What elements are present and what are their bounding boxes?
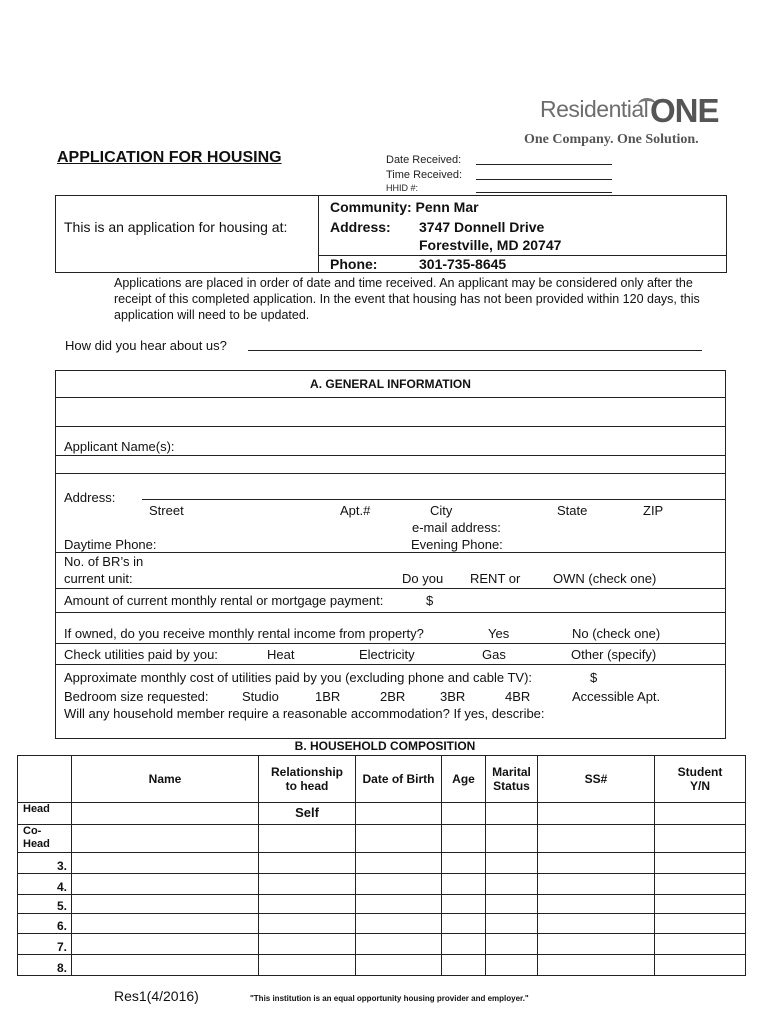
divider bbox=[56, 397, 725, 398]
divider bbox=[56, 643, 725, 644]
marital-column-header bbox=[486, 756, 538, 803]
brs-label-line1: No. of BR’s in bbox=[64, 554, 144, 569]
utility-cost-dollar: $ bbox=[590, 670, 598, 685]
student-cell[interactable] bbox=[655, 914, 746, 934]
intro-paragraph: Applications are placed in order of date and time received. An applicant may be considered only after the receipt of this completed application. In the event that housing has not been provided within 120 days, this application will need to be updated. bbox=[114, 276, 700, 322]
income-yes-label: Yes bbox=[488, 626, 510, 641]
age-cell[interactable] bbox=[442, 874, 486, 895]
student-column-header bbox=[655, 756, 746, 803]
company-logo bbox=[524, 92, 720, 148]
time-received-label: Time Received: bbox=[386, 169, 463, 181]
applicant-names-label: Applicant Name(s): bbox=[64, 439, 175, 454]
ss-cell[interactable] bbox=[538, 955, 655, 976]
relationship-header-line1: Relationship bbox=[270, 765, 343, 779]
address-label: Address: bbox=[330, 219, 391, 235]
marital-cell[interactable] bbox=[486, 955, 538, 976]
studio-label: Studio bbox=[242, 689, 279, 704]
address-line1: 3747 Donnell Drive bbox=[419, 219, 545, 235]
row-number: 5. bbox=[18, 895, 72, 914]
row-number: 3. bbox=[18, 853, 72, 874]
relationship-cell[interactable] bbox=[259, 874, 356, 895]
cohead-relationship-cell[interactable] bbox=[259, 825, 356, 853]
logo-wordmark: Residential bbox=[540, 96, 649, 122]
head-student-cell[interactable] bbox=[655, 803, 746, 825]
br2-label: 2BR bbox=[380, 689, 406, 704]
rent-label: RENT or bbox=[470, 571, 521, 586]
row-number: 7. bbox=[18, 934, 72, 955]
equal-opportunity-note: "This institution is an equal opportunity housing provider and employer." bbox=[250, 994, 529, 1003]
br4-label: 4BR bbox=[505, 689, 531, 704]
ss-cell[interactable] bbox=[538, 853, 655, 874]
dob-cell[interactable] bbox=[356, 853, 442, 874]
dob-cell[interactable] bbox=[356, 895, 442, 914]
cohead-label-line2: Head bbox=[23, 838, 50, 850]
student-cell[interactable] bbox=[655, 955, 746, 976]
ss-cell[interactable] bbox=[538, 874, 655, 895]
name-cell[interactable] bbox=[72, 874, 259, 895]
marital-header-line1: Marital bbox=[492, 765, 531, 779]
address-line2: Forestville, MD 20747 bbox=[419, 237, 562, 253]
hhid-field[interactable] bbox=[476, 192, 612, 193]
student-header-line2: Y/N bbox=[689, 779, 710, 793]
student-cell[interactable] bbox=[655, 874, 746, 895]
daytime-phone-label: Daytime Phone: bbox=[64, 537, 157, 552]
divider bbox=[56, 426, 725, 427]
head-name-cell[interactable] bbox=[72, 803, 259, 825]
rental-income-question: If owned, do you receive monthly rental income from property? bbox=[64, 626, 424, 641]
electricity-label: Electricity bbox=[359, 647, 415, 662]
name-column-header: Name bbox=[72, 756, 259, 803]
street-label: Street bbox=[149, 503, 184, 518]
city-label: City bbox=[430, 503, 453, 518]
ss-cell[interactable] bbox=[538, 914, 655, 934]
relationship-column-header bbox=[259, 756, 356, 803]
head-age-cell[interactable] bbox=[442, 803, 486, 825]
hhid-label: HHID #: bbox=[386, 183, 419, 193]
utilities-label: Check utilities paid by you: bbox=[64, 647, 218, 662]
br1-label: 1BR bbox=[315, 689, 341, 704]
divider bbox=[56, 588, 725, 589]
relationship-cell[interactable] bbox=[259, 955, 356, 976]
br3-label: 3BR bbox=[440, 689, 466, 704]
utility-cost-label: Approximate monthly cost of utilities paid by you (excluding phone and cable TV): bbox=[64, 670, 533, 685]
household-composition-heading: B. HOUSEHOLD COMPOSITION bbox=[294, 739, 476, 753]
dob-cell[interactable] bbox=[356, 934, 442, 955]
logo-tagline: One Company. One Solution. bbox=[524, 132, 699, 147]
age-cell[interactable] bbox=[442, 895, 486, 914]
ss-column-header: SS# bbox=[538, 756, 655, 803]
marital-cell[interactable] bbox=[486, 895, 538, 914]
name-cell[interactable] bbox=[72, 934, 259, 955]
name-cell[interactable] bbox=[72, 853, 259, 874]
student-cell[interactable] bbox=[655, 853, 746, 874]
name-cell[interactable] bbox=[72, 895, 259, 914]
form-id: Res1(4/2016) bbox=[114, 988, 199, 1004]
table-row bbox=[18, 914, 746, 934]
date-received-field[interactable] bbox=[476, 164, 612, 165]
cohead-name-cell[interactable] bbox=[72, 825, 259, 853]
heat-label: Heat bbox=[267, 647, 295, 662]
relationship-cell[interactable] bbox=[259, 914, 356, 934]
head-ss-cell[interactable] bbox=[538, 803, 655, 825]
other-label: Other (specify) bbox=[571, 647, 657, 662]
divider bbox=[56, 455, 725, 456]
phone-number: 301-735-8645 bbox=[419, 256, 507, 272]
cohead-age-cell[interactable] bbox=[442, 825, 486, 853]
age-cell[interactable] bbox=[442, 853, 486, 874]
community-box-divider bbox=[318, 195, 319, 273]
head-relationship-cell: Self bbox=[259, 803, 356, 825]
table-row bbox=[18, 853, 746, 874]
marital-cell[interactable] bbox=[486, 914, 538, 934]
accommodation-question: Will any household member require a reasonable accommodation? If yes, describe: bbox=[64, 706, 545, 721]
relationship-cell[interactable] bbox=[259, 934, 356, 955]
age-cell[interactable] bbox=[442, 955, 486, 976]
state-label: State bbox=[557, 503, 588, 518]
student-header-line1: Student bbox=[677, 765, 723, 779]
address-field-label: Address: bbox=[64, 490, 116, 505]
dob-cell[interactable] bbox=[356, 955, 442, 976]
relationship-header-line2: to head bbox=[285, 779, 329, 793]
cohead-row-label bbox=[18, 825, 72, 853]
marital-cell[interactable] bbox=[486, 853, 538, 874]
divider bbox=[56, 612, 725, 613]
relationship-cell[interactable] bbox=[259, 895, 356, 914]
table-header-row bbox=[18, 756, 746, 803]
accessible-label: Accessible Apt. bbox=[572, 689, 661, 704]
ss-cell[interactable] bbox=[538, 934, 655, 955]
own-label: OWN (check one) bbox=[553, 571, 657, 586]
cohead-ss-cell[interactable] bbox=[538, 825, 655, 853]
table-row bbox=[18, 874, 746, 895]
zip-label: ZIP bbox=[643, 503, 664, 518]
housing-at-label: This is an application for housing at: bbox=[64, 219, 288, 235]
table-row bbox=[18, 955, 746, 976]
rent-amount-label: Amount of current monthly rental or mortgage payment: bbox=[64, 593, 384, 608]
hear-about-field[interactable] bbox=[248, 350, 702, 351]
evening-phone-label: Evening Phone: bbox=[411, 537, 503, 552]
rent-amount-dollar: $ bbox=[426, 593, 434, 608]
hear-about-label: How did you hear about us? bbox=[65, 338, 227, 353]
divider bbox=[56, 552, 725, 553]
income-no-label: No (check one) bbox=[572, 626, 661, 641]
table-row bbox=[18, 825, 746, 853]
table-row bbox=[18, 934, 746, 955]
student-cell[interactable] bbox=[655, 895, 746, 914]
cohead-dob-cell[interactable] bbox=[356, 825, 442, 853]
phone-label: Phone: bbox=[330, 256, 378, 272]
marital-header-line2: Status bbox=[493, 779, 530, 793]
address-field-line[interactable] bbox=[142, 499, 725, 500]
name-cell[interactable] bbox=[72, 955, 259, 976]
brs-label-line2: current unit: bbox=[64, 571, 133, 586]
age-column-header: Age bbox=[442, 756, 486, 803]
marital-cell[interactable] bbox=[486, 934, 538, 955]
general-information-heading: A. GENERAL INFORMATION bbox=[310, 377, 471, 391]
apt-label: Apt.# bbox=[340, 503, 371, 518]
time-received-field[interactable] bbox=[476, 179, 612, 180]
ss-cell[interactable] bbox=[538, 895, 655, 914]
relationship-cell[interactable] bbox=[259, 853, 356, 874]
page-title: APPLICATION FOR HOUSING bbox=[57, 149, 282, 166]
table-row bbox=[18, 803, 746, 825]
logo-mark: ONE bbox=[650, 92, 719, 129]
marital-cell[interactable] bbox=[486, 874, 538, 895]
household-table bbox=[17, 755, 746, 976]
table-row bbox=[18, 895, 746, 914]
cohead-marital-cell[interactable] bbox=[486, 825, 538, 853]
row-number: 8. bbox=[18, 955, 72, 976]
name-cell[interactable] bbox=[72, 914, 259, 934]
age-cell[interactable] bbox=[442, 934, 486, 955]
general-information-section bbox=[55, 370, 726, 739]
community-box-row-divider bbox=[318, 255, 727, 256]
do-you-label: Do you bbox=[402, 571, 444, 586]
divider bbox=[56, 473, 725, 474]
head-marital-cell[interactable] bbox=[486, 803, 538, 825]
email-label: e-mail address: bbox=[412, 520, 501, 535]
gas-label: Gas bbox=[482, 647, 506, 662]
cohead-label-line1: Co- bbox=[23, 825, 42, 837]
head-dob-cell[interactable] bbox=[356, 803, 442, 825]
student-cell[interactable] bbox=[655, 934, 746, 955]
community-name: Community: Penn Mar bbox=[330, 199, 479, 215]
date-received-label: Date Received: bbox=[386, 154, 462, 166]
cohead-student-cell[interactable] bbox=[655, 825, 746, 853]
divider bbox=[56, 664, 725, 665]
dob-cell[interactable] bbox=[356, 874, 442, 895]
row-number: 4. bbox=[18, 874, 72, 895]
dob-column-header: Date of Birth bbox=[356, 756, 442, 803]
age-cell[interactable] bbox=[442, 914, 486, 934]
dob-cell[interactable] bbox=[356, 914, 442, 934]
row-label-header bbox=[18, 756, 72, 803]
head-row-label: Head bbox=[18, 803, 72, 825]
bedroom-size-label: Bedroom size requested: bbox=[64, 689, 209, 704]
row-number: 6. bbox=[18, 914, 72, 934]
